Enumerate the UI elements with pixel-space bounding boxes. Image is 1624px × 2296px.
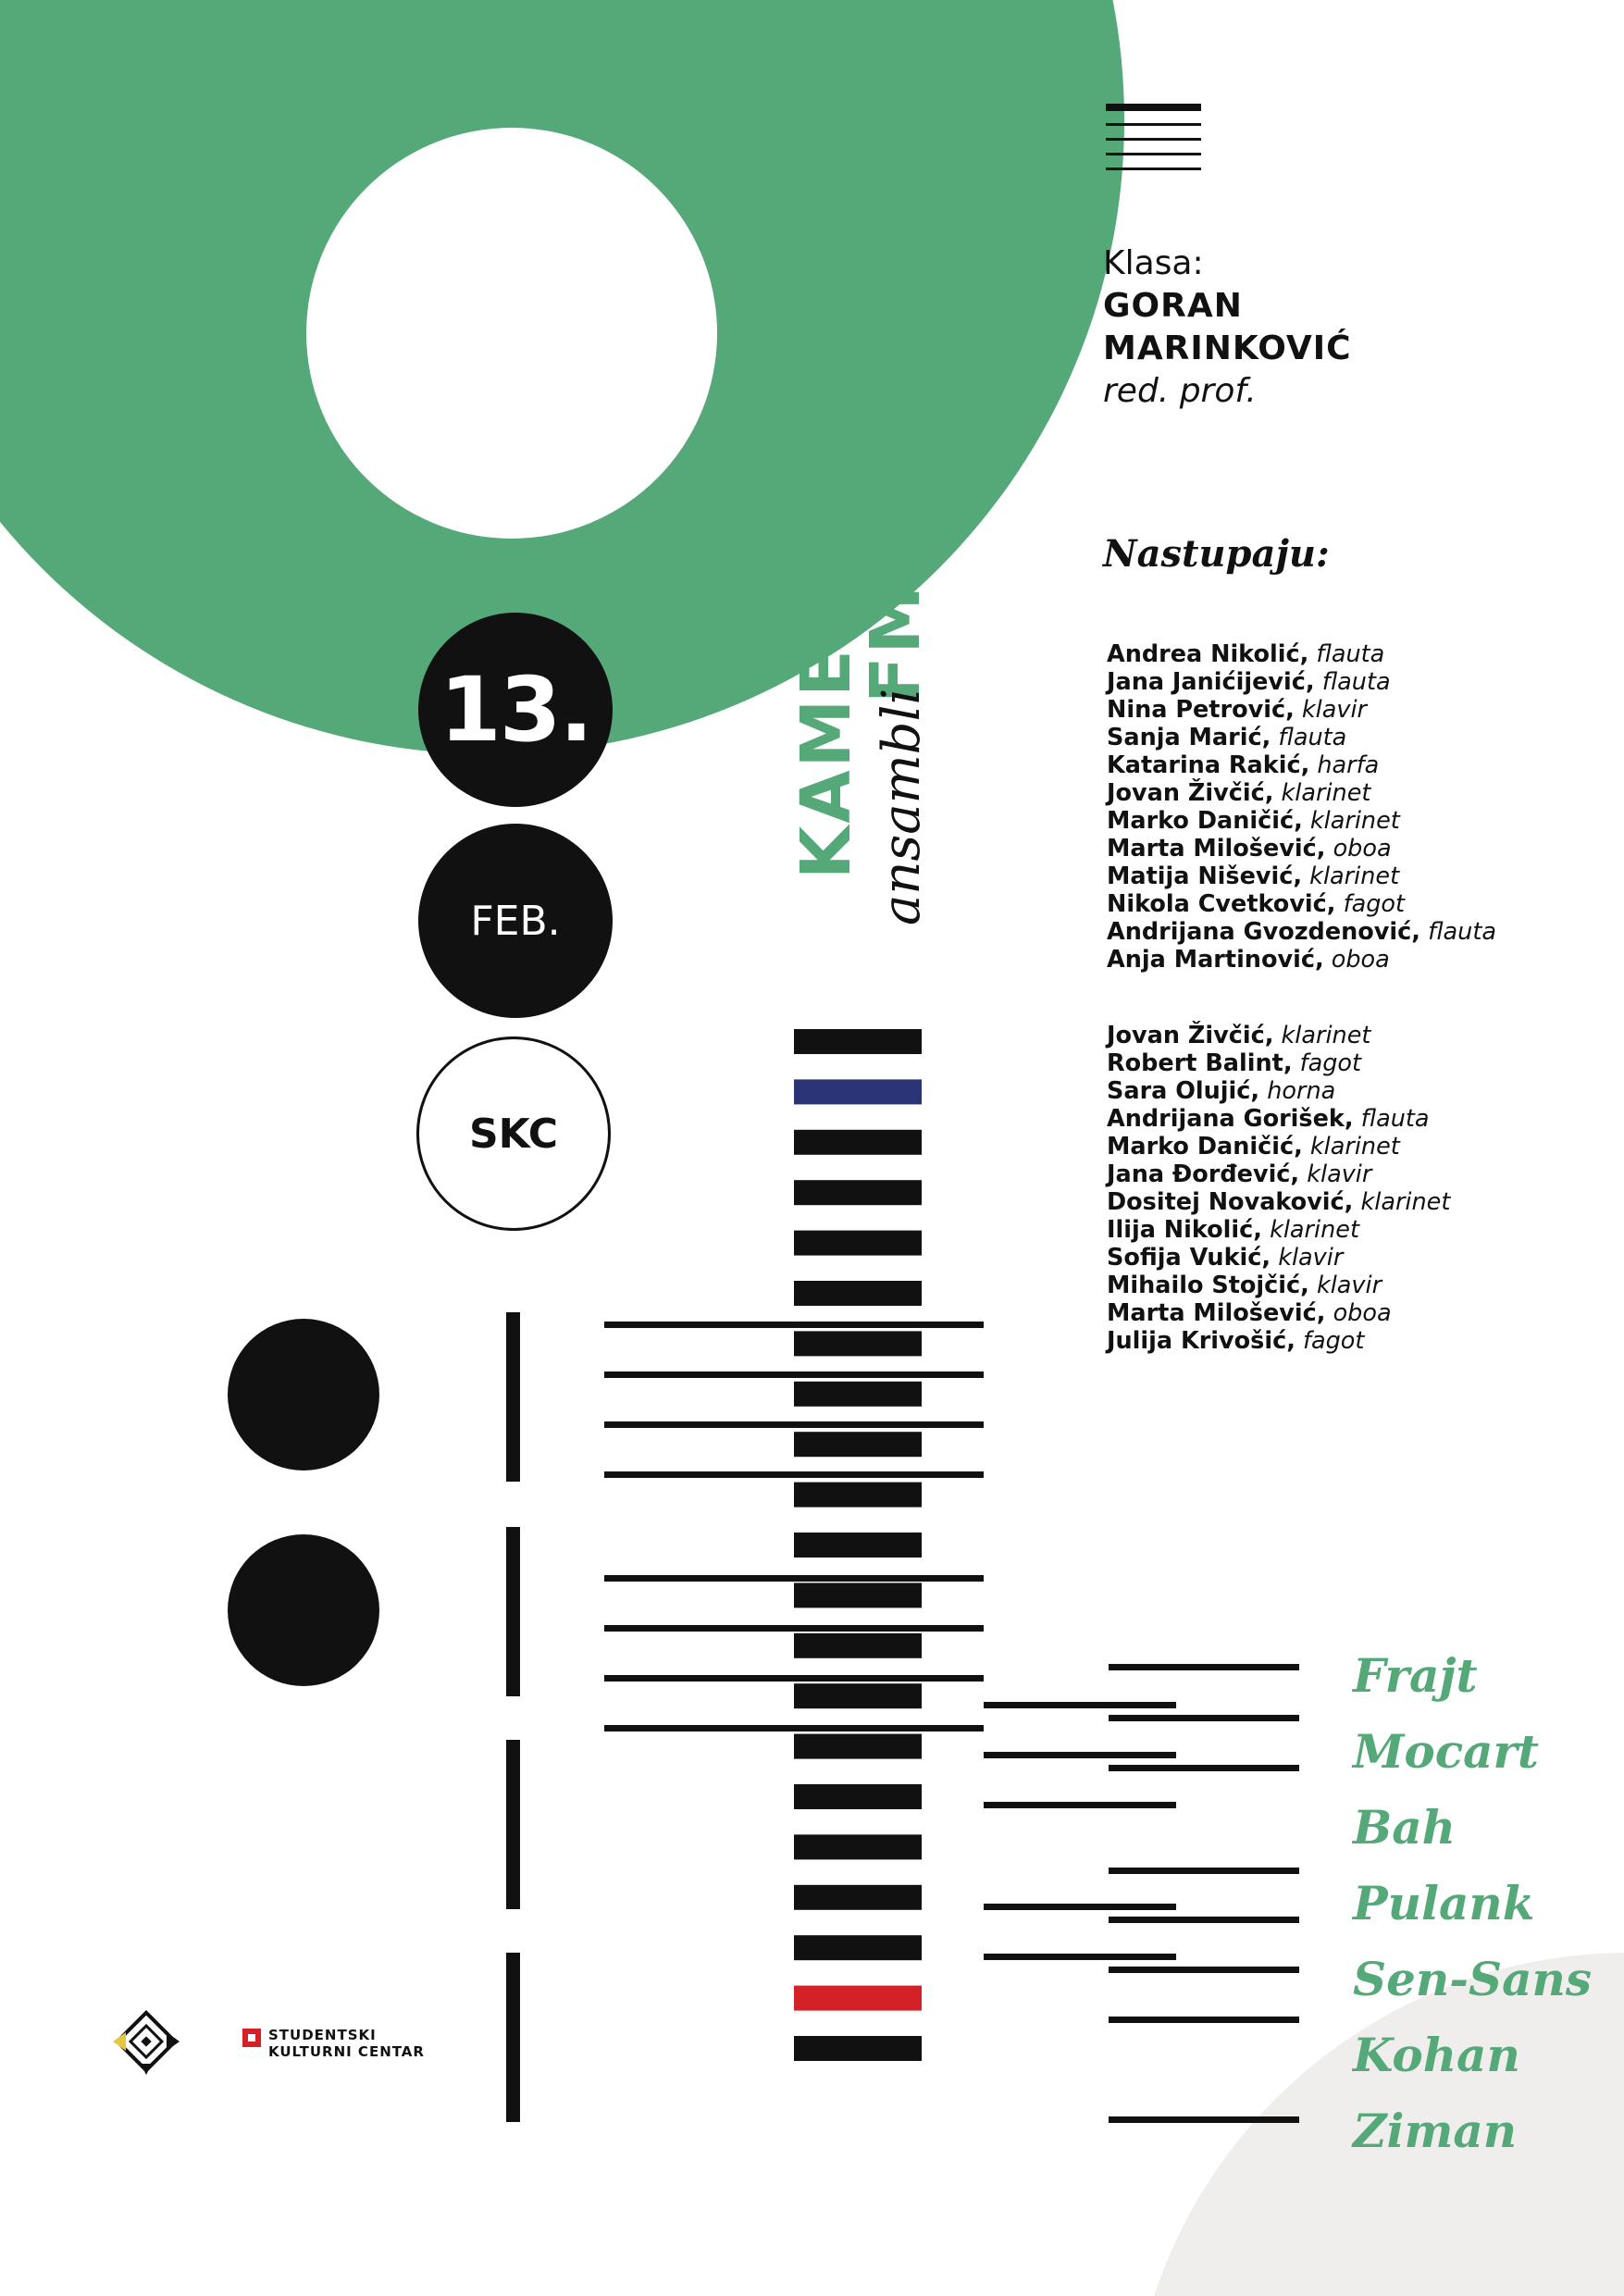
horizontal-line bbox=[604, 1625, 984, 1632]
performer-name: Nina Petrović, bbox=[1107, 696, 1295, 724]
horizontal-line bbox=[1109, 1917, 1299, 1923]
performer-name: Jana Janićijević, bbox=[1107, 668, 1315, 696]
black-dot-upper bbox=[228, 1319, 379, 1471]
skc-logo-square-icon bbox=[242, 2029, 261, 2047]
performer-instrument: klarinet bbox=[1309, 863, 1400, 890]
performer-instrument: fagot bbox=[1343, 890, 1405, 918]
horizontal-line bbox=[1109, 1868, 1299, 1874]
performer-name: Sanja Marić, bbox=[1107, 724, 1271, 751]
performer-instrument: klarinet bbox=[1281, 779, 1371, 807]
performer-row bbox=[1107, 863, 1496, 890]
performer-row bbox=[1107, 890, 1496, 918]
performer-row bbox=[1107, 751, 1496, 779]
piano-key bbox=[794, 1683, 922, 1708]
venue: SKC bbox=[468, 1110, 559, 1158]
performer-name: Katarina Rakić, bbox=[1107, 751, 1310, 779]
horizontal-line bbox=[1109, 2116, 1299, 2123]
performer-row bbox=[1107, 696, 1496, 724]
piano-key bbox=[794, 1331, 922, 1356]
performer-row bbox=[1107, 1133, 1450, 1160]
piano-key bbox=[794, 1834, 922, 1859]
skc-logo-line2: KULTURNI CENTAR bbox=[268, 2043, 425, 2060]
class-info bbox=[1103, 242, 1352, 413]
horizontal-line bbox=[984, 1752, 1176, 1758]
skc-logo-text bbox=[268, 2027, 425, 2060]
horizontal-line bbox=[1109, 2017, 1299, 2023]
performer-instrument: klavir bbox=[1301, 696, 1368, 724]
performer-instrument: klavir bbox=[1316, 1272, 1382, 1299]
ornament-logo-icon bbox=[109, 2004, 183, 2079]
performer-instrument: klarinet bbox=[1281, 1022, 1371, 1049]
performer-row bbox=[1107, 1022, 1450, 1049]
title-fmu: FMU bbox=[856, 524, 936, 703]
performer-name: Sara Olujić, bbox=[1107, 1077, 1260, 1105]
title-ansambli: ansambli bbox=[872, 688, 932, 925]
performer-name: Anja Martinović, bbox=[1107, 946, 1324, 974]
composer-name: Ziman bbox=[1353, 2104, 1518, 2158]
performer-name: Ilija Nikolić, bbox=[1107, 1216, 1262, 1244]
composer-name: Kohan bbox=[1353, 2028, 1520, 2082]
professor-title: red. prof. bbox=[1103, 372, 1257, 410]
performers-heading: Nastupaju: bbox=[1103, 532, 1330, 576]
title-kamerni: KAMERNI bbox=[787, 503, 866, 879]
performer-name: Mihailo Stojčić, bbox=[1107, 1272, 1309, 1299]
performer-row bbox=[1107, 1188, 1450, 1216]
performer-row bbox=[1107, 724, 1496, 751]
performer-name: Robert Balint, bbox=[1107, 1049, 1293, 1077]
performer-row bbox=[1107, 779, 1496, 807]
performer-name: Jovan Živčić, bbox=[1107, 1022, 1274, 1049]
composer-list bbox=[1353, 1638, 1592, 2169]
performer-instrument: flauta bbox=[1360, 1105, 1430, 1133]
performer-row bbox=[1107, 1299, 1450, 1327]
class-label: Klasa: bbox=[1103, 244, 1204, 282]
composer-name: Bah bbox=[1353, 1800, 1457, 1855]
horizontal-line bbox=[604, 1322, 984, 1328]
professor-name-line2: MARINKOVIĆ bbox=[1103, 329, 1352, 367]
performer-instrument: harfa bbox=[1317, 751, 1380, 779]
horizontal-line bbox=[1109, 1967, 1299, 1973]
piano-key bbox=[794, 1582, 922, 1607]
horizontal-line bbox=[984, 1954, 1176, 1960]
performer-instrument: klarinet bbox=[1270, 1216, 1359, 1244]
performer-instrument: horna bbox=[1267, 1077, 1336, 1105]
white-inner-circle bbox=[306, 128, 717, 539]
vertical-dashes bbox=[506, 1312, 520, 2122]
performers-list-2 bbox=[1107, 1022, 1450, 1355]
performer-row bbox=[1107, 1244, 1450, 1272]
performer-name: Jana Đorđević, bbox=[1107, 1160, 1300, 1188]
piano-key bbox=[794, 1432, 922, 1457]
piano-key bbox=[794, 1382, 922, 1407]
performer-row bbox=[1107, 1049, 1450, 1077]
piano-key bbox=[794, 1734, 922, 1759]
performer-name: Marko Daničić, bbox=[1107, 807, 1303, 835]
performer-instrument: flauta bbox=[1316, 640, 1385, 668]
horizontal-line bbox=[984, 1702, 1176, 1708]
horizontal-line bbox=[604, 1371, 984, 1378]
performer-instrument: fagot bbox=[1299, 1049, 1362, 1077]
horizontal-line-group-right bbox=[984, 1664, 1299, 2123]
performer-row bbox=[1107, 640, 1496, 668]
piano-key bbox=[794, 1483, 922, 1508]
performer-row bbox=[1107, 668, 1496, 696]
composer-name: Sen-Sans bbox=[1353, 1952, 1593, 2006]
horizontal-line bbox=[604, 1421, 984, 1428]
performer-instrument: flauta bbox=[1278, 724, 1347, 751]
horizontal-line bbox=[984, 1802, 1176, 1808]
horizontal-line bbox=[604, 1725, 984, 1731]
performer-row bbox=[1107, 1160, 1450, 1188]
piano-key bbox=[794, 1633, 922, 1658]
performer-instrument: klarinet bbox=[1309, 807, 1400, 835]
performer-instrument: flauta bbox=[1428, 918, 1496, 946]
performer-row bbox=[1107, 946, 1496, 974]
performer-row bbox=[1107, 835, 1496, 863]
date-month: FEB. bbox=[470, 897, 561, 945]
performer-instrument: flauta bbox=[1321, 668, 1391, 696]
performer-row bbox=[1107, 1216, 1450, 1244]
black-dot-lower bbox=[228, 1534, 379, 1686]
performer-row bbox=[1107, 1105, 1450, 1133]
performer-name: Andrea Nikolić, bbox=[1107, 640, 1309, 668]
performer-instrument: oboa bbox=[1333, 835, 1392, 863]
skc-logo-line1: STUDENTSKI bbox=[268, 2027, 377, 2043]
composer-name: Pulank bbox=[1353, 1876, 1535, 1930]
performer-instrument: klarinet bbox=[1360, 1188, 1451, 1216]
performer-row bbox=[1107, 1272, 1450, 1299]
piano-key bbox=[794, 1533, 922, 1558]
piano-key bbox=[794, 1079, 922, 1104]
piano-key bbox=[794, 1029, 922, 1054]
performer-name: Matija Nišević, bbox=[1107, 863, 1303, 890]
performer-name: Julija Krivošić, bbox=[1107, 1327, 1295, 1355]
performer-instrument: oboa bbox=[1333, 1299, 1392, 1327]
date-month-circle bbox=[418, 824, 613, 1018]
performer-name: Andrijana Gorišek, bbox=[1107, 1105, 1354, 1133]
performer-instrument: oboa bbox=[1331, 946, 1390, 974]
horizontal-line bbox=[604, 1675, 984, 1682]
piano-key bbox=[794, 1281, 922, 1306]
performers-list-1 bbox=[1107, 640, 1496, 974]
performer-instrument: klavir bbox=[1278, 1244, 1344, 1272]
performer-name: Dositej Novaković, bbox=[1107, 1188, 1354, 1216]
performer-name: Nikola Cvetković, bbox=[1107, 890, 1336, 918]
date-day-circle bbox=[418, 613, 613, 807]
performer-name: Marko Daničić, bbox=[1107, 1133, 1303, 1160]
composer-name: Mocart bbox=[1353, 1724, 1539, 1779]
piano-key bbox=[794, 2036, 922, 2061]
date-day: 13. bbox=[439, 658, 592, 762]
piano-key bbox=[794, 1180, 922, 1205]
performer-name: Marta Milošević, bbox=[1107, 835, 1326, 863]
performer-row bbox=[1107, 1077, 1450, 1105]
piano-key bbox=[794, 1130, 922, 1155]
horizontal-line bbox=[604, 1471, 984, 1478]
horizontal-line bbox=[984, 1904, 1176, 1910]
composer-name: Frajt bbox=[1353, 1648, 1478, 1703]
performer-instrument: fagot bbox=[1303, 1327, 1365, 1355]
piano-key bbox=[794, 1885, 922, 1910]
performer-name: Jovan Živčić, bbox=[1107, 779, 1274, 807]
performer-row bbox=[1107, 1327, 1450, 1355]
performer-name: Sofija Vukić, bbox=[1107, 1244, 1271, 1272]
horizontal-line bbox=[1109, 1765, 1299, 1771]
professor-name-line1: GORAN bbox=[1103, 287, 1243, 325]
performer-name: Marta Milošević, bbox=[1107, 1299, 1326, 1327]
horizontal-line bbox=[1109, 1715, 1299, 1721]
performer-row bbox=[1107, 807, 1496, 835]
venue-circle bbox=[416, 1036, 611, 1231]
performer-instrument: klavir bbox=[1307, 1160, 1372, 1188]
piano-key bbox=[794, 1784, 922, 1809]
performer-instrument: klarinet bbox=[1309, 1133, 1400, 1160]
piano-key bbox=[794, 1231, 922, 1256]
horizontal-line bbox=[1109, 1664, 1299, 1670]
performer-name: Andrijana Gvozdenović, bbox=[1107, 918, 1420, 946]
piano-key bbox=[794, 1935, 922, 1960]
piano-key bbox=[794, 1986, 922, 2011]
piano-keys bbox=[794, 1029, 922, 2061]
performer-row bbox=[1107, 918, 1496, 946]
horizontal-line bbox=[604, 1575, 984, 1582]
